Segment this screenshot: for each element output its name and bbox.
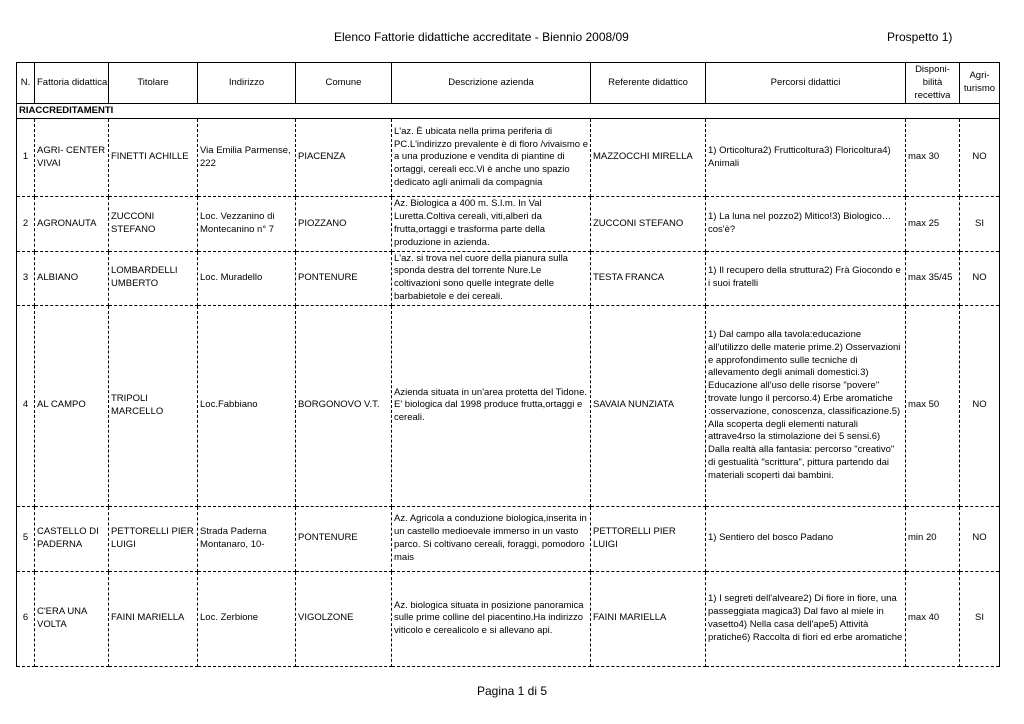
farms-table <box>16 62 1000 667</box>
col-header-titolare: Titolare <box>109 63 198 104</box>
col-header-agriturismo: Agri-turismo <box>960 63 1000 104</box>
cell-agriturismo: SI <box>960 197 1000 251</box>
cell-disponibilita: min 20 <box>906 506 960 571</box>
percorso-item: 2) Mitico! <box>793 211 833 223</box>
cell-referente: MAZZOCCHI MIRELLA <box>591 119 706 197</box>
cell-indirizzo: Via Emilia Parmense, 222 <box>198 119 296 197</box>
percorso-item: 1) Sentiero del bosco Padano <box>708 532 834 544</box>
cell-descrizione: Azienda situata in un'area protetta del Tidone. E' biologica dal 1998 produce frutta,ortaggi e cereali. <box>392 305 591 506</box>
col-header-disponibilita: Disponi-bilità recettiva <box>906 63 960 104</box>
percorso-item: 1) I segreti dell'alveare <box>708 593 804 605</box>
cell-comune: VIGOLZONE <box>296 571 392 666</box>
percorso-item: 6) Dalla realtà alla fantasia: percorso "creativo" di gestualità "scrittura", pittura partendo dai materiali scoperti dai bambini. <box>708 431 895 481</box>
cell-percorsi <box>706 571 906 666</box>
cell-fattoria: AGRI- CENTER VIVAI <box>35 119 109 197</box>
col-header-fattoria: Fattoria didattica <box>35 63 109 104</box>
cell-comune: BORGONOVO V.T. <box>296 305 392 506</box>
percorso-item: 2) Osservazioni e approfondimento sulle tecniche di allevamento degli animali domestici. <box>708 341 901 379</box>
cell-n: 6 <box>17 571 35 666</box>
cell-percorsi <box>706 506 906 571</box>
cell-disponibilita: max 30 <box>906 119 960 197</box>
table-row <box>17 251 1000 305</box>
cell-titolare: TRIPOLI MARCELLO <box>109 305 198 506</box>
percorso-item: 1) Dal campo alla tavola:educazione all'utilizzo delle materie prime. <box>708 328 862 353</box>
cell-percorsi <box>706 251 906 305</box>
cell-percorsi <box>706 305 906 506</box>
cell-titolare: LOMBARDELLI UMBERTO <box>109 251 198 305</box>
cell-referente: TESTA FRANCA <box>591 251 706 305</box>
cell-indirizzo: Loc. Muradello <box>198 251 296 305</box>
cell-indirizzo: Loc. Zerbione <box>198 571 296 666</box>
cell-fattoria: C'ERA UNA VOLTA <box>35 571 109 666</box>
cell-fattoria: ALBIANO <box>35 251 109 305</box>
cell-titolare: PETTORELLI PIER LUIGI <box>109 506 198 571</box>
col-header-comune: Comune <box>296 63 392 104</box>
cell-n: 2 <box>17 197 35 251</box>
percorso-item: 5) Alla scoperta degli elementi naturali attrave4rso la stimolazione dei 5 sensi. <box>708 405 901 443</box>
table-row <box>17 197 1000 251</box>
cell-disponibilita: max 25 <box>906 197 960 251</box>
cell-indirizzo: Strada Paderna Montanaro, 10- <box>198 506 296 571</box>
cell-n: 1 <box>17 119 35 197</box>
cell-fattoria: AGRONAUTA <box>35 197 109 251</box>
cell-comune: PONTENURE <box>296 506 392 571</box>
page-number: Pagina 1 di 5 <box>476 684 548 698</box>
section-label: RIACCREDITAMENTI <box>17 104 1000 119</box>
percorso-item: 2) Di fiore in fiore, una passeggiata magica <box>708 593 897 617</box>
percorso-item: 6) Raccolta di fiori ed erbe aromatiche <box>741 631 903 643</box>
cell-titolare: FINETTI ACHILLE <box>109 119 198 197</box>
cell-n: 5 <box>17 506 35 571</box>
percorso-item: 3) Dal favo al miele in vasetto <box>708 605 884 630</box>
section-row <box>17 104 1000 119</box>
percorso-item: 1) Orticoltura <box>708 145 763 157</box>
percorso-item: 1) Il recupero della struttura <box>708 265 825 277</box>
percorso-item: 3) Floricoltura <box>824 145 883 157</box>
percorso-item: 1) La luna nel pozzo <box>708 211 794 223</box>
cell-fattoria: CASTELLO DI PADERNA <box>35 506 109 571</box>
cell-titolare: FAINI MARIELLA <box>109 571 198 666</box>
cell-agriturismo: NO <box>960 251 1000 305</box>
cell-agriturismo: NO <box>960 506 1000 571</box>
cell-descrizione: Az. Biologica a 400 m. S.l.m. In Val Luretta.Coltiva cereali, viti,alberi da frutta,ortaggi e trasforma parte della produzione in azienda. <box>392 197 591 251</box>
cell-agriturismo: SI <box>960 571 1000 666</box>
cell-n: 4 <box>17 305 35 506</box>
col-header-descrizione: Descrizione azienda <box>392 63 591 104</box>
cell-agriturismo: NO <box>960 119 1000 197</box>
cell-disponibilita: max 50 <box>906 305 960 506</box>
percorso-item: 4) Nella casa dell'ape <box>738 618 830 630</box>
cell-comune: PONTENURE <box>296 251 392 305</box>
cell-comune: PIACENZA <box>296 119 392 197</box>
percorso-item: 4) Animali <box>708 145 891 169</box>
cell-disponibilita: max 40 <box>906 571 960 666</box>
percorso-item: 2) Frutticoltura <box>762 145 825 157</box>
table-row <box>17 506 1000 571</box>
col-header-indirizzo: Indirizzo <box>198 63 296 104</box>
cell-referente: PETTORELLI PIER LUIGI <box>591 506 706 571</box>
table-row <box>17 305 1000 506</box>
percorso-item: 2) Frà Giocondo e i suoi fratelli <box>708 265 901 290</box>
cell-percorsi <box>706 119 906 197</box>
cell-referente: FAINI MARIELLA <box>591 571 706 666</box>
table-row <box>17 119 1000 197</box>
cell-agriturismo: NO <box>960 305 1000 506</box>
cell-titolare: ZUCCONI STEFANO <box>109 197 198 251</box>
col-header-percorsi: Percorsi didattici <box>706 63 906 104</box>
cell-referente: ZUCCONI STEFANO <box>591 197 706 251</box>
col-header-n: N. <box>17 63 35 104</box>
cell-fattoria: AL CAMPO <box>35 305 109 506</box>
prospetto-label: Prospetto 1) <box>887 30 953 44</box>
cell-descrizione: Az. biologica situata in posizione panoramica sulle prime colline del piacentino.Ha indirizzo viticolo e cerealicolo e si allevano api. <box>392 571 591 666</box>
cell-percorsi <box>706 197 906 251</box>
cell-comune: PIOZZANO <box>296 197 392 251</box>
header-row <box>17 63 1000 104</box>
cell-indirizzo: Loc. Vezzanino di Montecanino n° 7 <box>198 197 296 251</box>
percorso-item: 5) Attività pratiche <box>708 618 869 643</box>
percorso-item: 3) Educazione all'uso delle risorse "povere" trovate lungo il percorso. <box>708 367 880 404</box>
col-header-referente: Referente didattico <box>591 63 706 104</box>
cell-disponibilita: max 35/45 <box>906 251 960 305</box>
percorso-item: 3) Biologico…cos'è? <box>708 211 892 235</box>
cell-descrizione: L'az. È ubicata nella prima periferia di PC.L'indirizzo prevalente è di floro /vivaismo e a una produzione e vendita di piantine di ortaggi, cereali ecc.Vi è anche uno spazio dedicato agli animali da compagnia <box>392 119 591 197</box>
document-title: Elenco Fattorie didattiche accreditate - Biennio 2008/09 <box>334 30 629 44</box>
cell-indirizzo: Loc.Fabbiano <box>198 305 296 506</box>
cell-n: 3 <box>17 251 35 305</box>
cell-descrizione: L'az. si trova nel cuore della pianura sulla sponda destra del torrente Nure.Le coltivazioni sono quelle integrate delle barbabietole e dei cereali. <box>392 251 591 305</box>
table-row <box>17 571 1000 666</box>
percorso-item: 4) Erbe aromatiche :osservazione, conoscenza, classificazione. <box>708 392 893 417</box>
cell-referente: SAVAIA NUNZIATA <box>591 305 706 506</box>
cell-descrizione: Az. Agricola a conduzione biologica,inserita in un castello medioevale immerso in un vasto parco. Si coltivano cereali, foraggi, pomodoro mais <box>392 506 591 571</box>
